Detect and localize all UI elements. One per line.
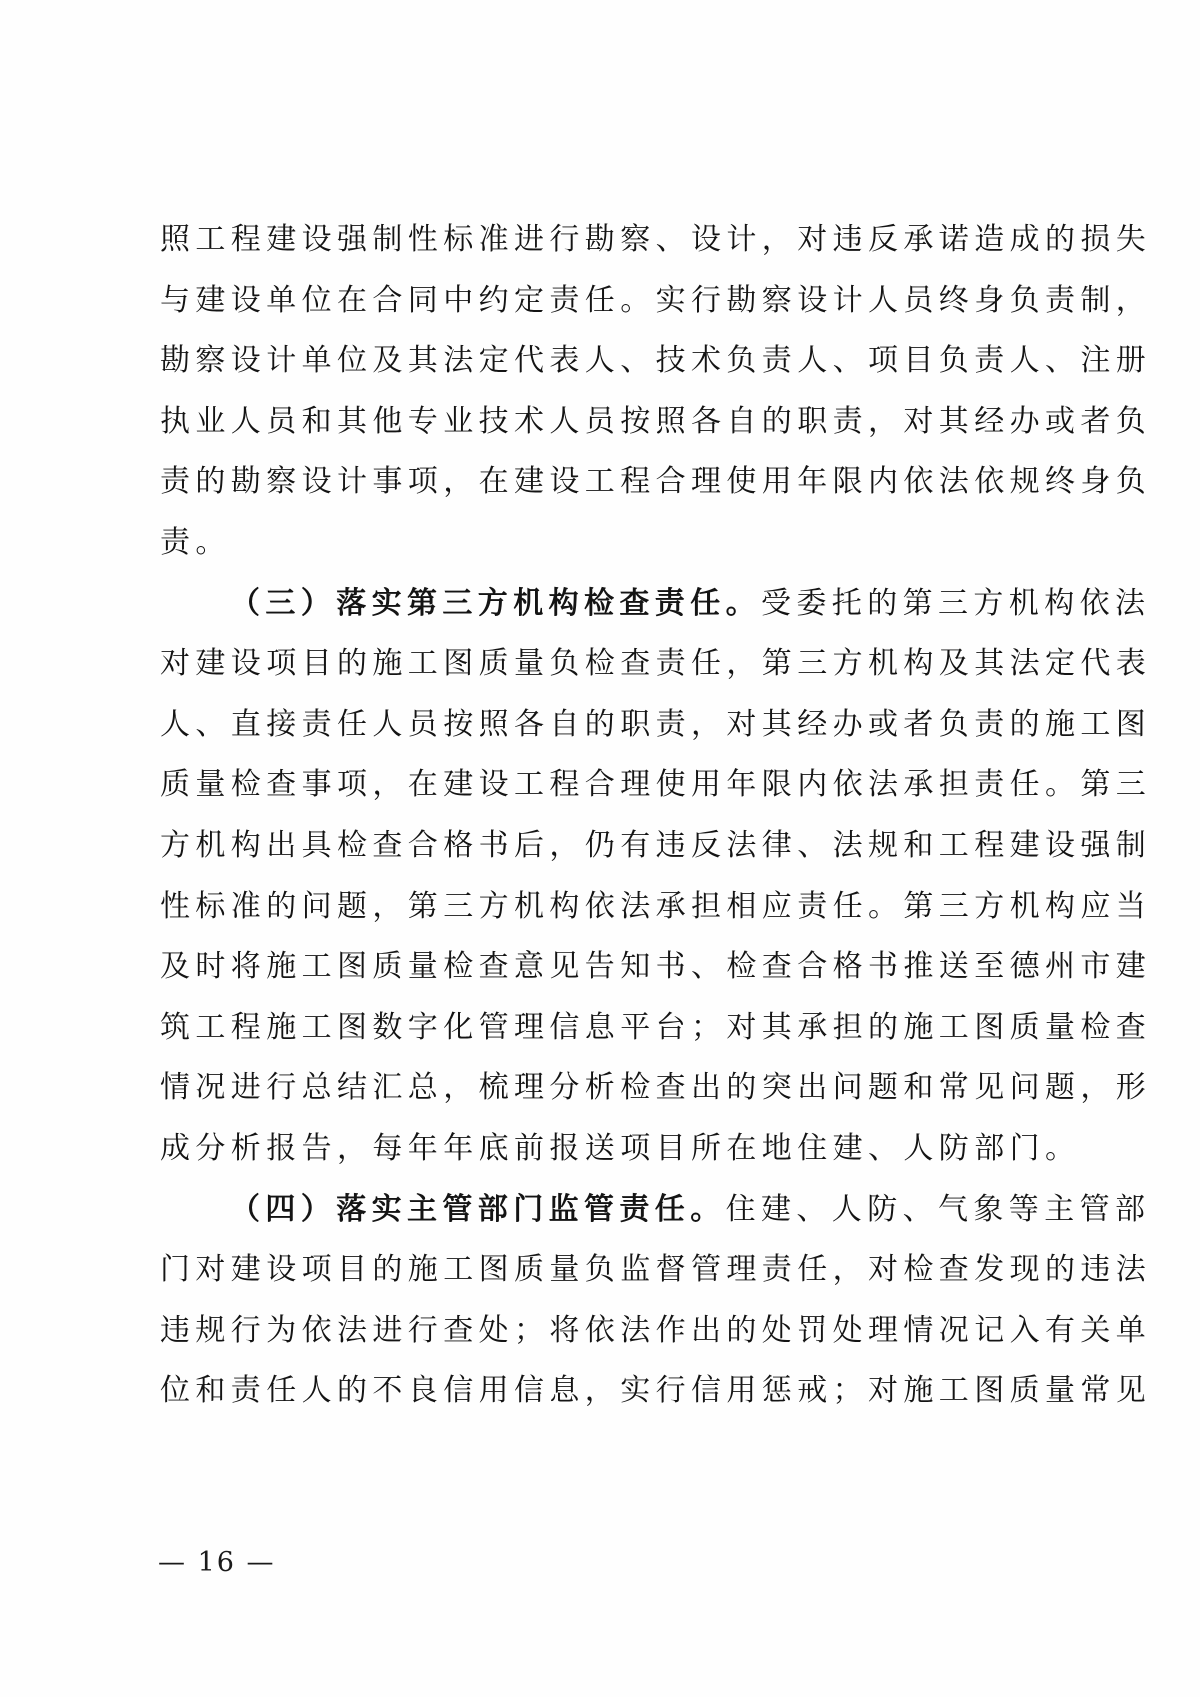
text-line: 人、直接责任人员按照各自的职责，对其经办或者负责的施工图 bbox=[160, 706, 1152, 742]
text-line: 位和责任人的不良信用信息，实行信用惩戒；对施工图质量常见 bbox=[160, 1373, 1152, 1409]
text-line: 勘察设计单位及其法定代表人、技术负责人、项目负责人、注册 bbox=[160, 343, 1152, 379]
text-line: 性标准的问题，第三方机构依法承担相应责任。第三方机构应当 bbox=[160, 888, 1152, 924]
text-line: 责。 bbox=[160, 524, 231, 560]
paragraph-heading-line bbox=[160, 574, 1151, 635]
text-span: 住建、人防、气象等主管部 bbox=[725, 1191, 1151, 1227]
text-line: 违规行为依法进行查处；将依法作出的处罚处理情况记入有关单 bbox=[160, 1312, 1152, 1348]
text-line: 照工程建设强制性标准进行勘察、设计，对违反承诺造成的损失 bbox=[160, 222, 1152, 257]
page-number: — 16 — bbox=[158, 1547, 276, 1578]
document-body bbox=[160, 210, 1152, 1422]
text-line: 门对建设项目的施工图质量负监督管理责任，对检查发现的违法 bbox=[160, 1252, 1152, 1288]
paragraph-heading-line bbox=[160, 1180, 1151, 1241]
section-heading-authority: （四）落实主管部门监管责任。 bbox=[230, 1191, 726, 1227]
text-line: 对建设项目的施工图质量负检查责任，第三方机构及其法定代表 bbox=[160, 646, 1152, 682]
text-line: 方机构出具检查合格书后，仍有违反法律、法规和工程建设强制 bbox=[160, 827, 1152, 863]
text-line: 执业人员和其他专业技术人员按照各自的职责，对其经办或者负 bbox=[160, 403, 1152, 439]
text-line: 责的勘察设计事项，在建设工程合理使用年限内依法依规终身负 bbox=[160, 464, 1152, 500]
text-span: 受委托的第三方机构依法 bbox=[761, 585, 1151, 621]
text-line: 筑工程施工图数字化管理信息平台；对其承担的施工图质量检查 bbox=[160, 1009, 1152, 1045]
text-line: 情况进行总结汇总，梳理分析检查出的突出问题和常见问题，形 bbox=[160, 1070, 1152, 1106]
text-line: 及时将施工图质量检查意见告知书、检查合格书推送至德州市建 bbox=[160, 949, 1152, 985]
section-heading-third-party: （三）落实第三方机构检查责任。 bbox=[230, 585, 761, 621]
text-line: 质量检查事项，在建设工程合理使用年限内依法承担责任。第三 bbox=[160, 767, 1152, 803]
text-line: 与建设单位在合同中约定责任。实行勘察设计人员终身负责制， bbox=[160, 282, 1152, 318]
text-line: 成分析报告，每年年底前报送项目所在地住建、人防部门。 bbox=[160, 1130, 1081, 1166]
